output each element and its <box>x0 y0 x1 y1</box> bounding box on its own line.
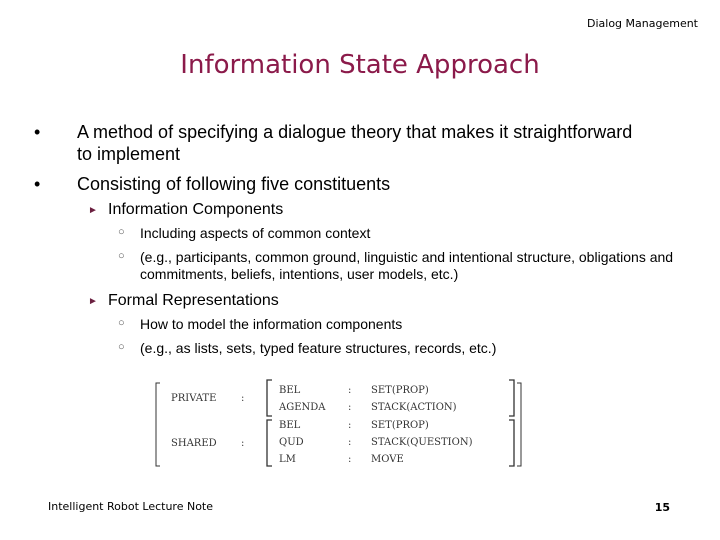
formula-colon: : <box>348 385 352 396</box>
formula-shared-label: SHARED <box>171 438 217 449</box>
bullet-1-text: A method of specifying a dialogue theory that makes it straightforward to implement <box>77 122 633 164</box>
formula-colon: : <box>348 402 352 413</box>
circle-bullet-icon: ○ <box>118 226 125 238</box>
outer-left-bracket <box>156 383 160 466</box>
formula-colon: : <box>348 420 352 431</box>
page-number: 15 <box>654 501 670 514</box>
sub-bullet-label: Formal Representations <box>108 292 279 309</box>
formula-row-key: AGENDA <box>279 402 326 413</box>
formula-row-key: LM <box>279 454 296 465</box>
formula-row-value: MOVE <box>371 454 404 465</box>
sub-sub-bullet-text: Including aspects of common context <box>140 225 371 241</box>
formula-row-value: STACK(QUESTION) <box>371 437 473 448</box>
triangle-arrow-icon: ► <box>88 205 98 216</box>
bullet-dot-icon: • <box>34 174 41 194</box>
sub-sub-bullet-text: How to model the information components <box>140 316 403 332</box>
formula-row-key: QUD <box>279 437 304 448</box>
formula-colon: : <box>241 393 245 404</box>
outer-right-bracket <box>517 383 521 466</box>
formula-row-key: BEL <box>279 385 301 396</box>
slide-title: Information State Approach <box>180 50 540 80</box>
formula-colon: : <box>241 438 245 449</box>
bullet-dot-icon: • <box>34 122 41 142</box>
sub-sub-bullet-text: (e.g., as lists, sets, typed feature structures, records, etc.) <box>140 340 497 356</box>
formula-colon: : <box>348 437 352 448</box>
shared-right-bracket <box>509 420 514 466</box>
formula-row-value: SET(PROP) <box>371 385 429 396</box>
circle-bullet-icon: ○ <box>118 250 125 262</box>
private-left-bracket <box>267 380 272 416</box>
formula-row-value: STACK(ACTION) <box>371 402 457 413</box>
sub-bullet-label: Information Components <box>108 201 284 218</box>
formula-private-label: PRIVATE <box>171 393 217 404</box>
bullet-2-text: Consisting of following five constituents <box>77 174 391 194</box>
shared-left-bracket <box>267 420 272 466</box>
circle-bullet-icon: ○ <box>118 341 125 353</box>
information-state-formula <box>155 378 525 470</box>
header-section-title: Dialog Management <box>587 17 698 30</box>
formula-colon: : <box>348 454 352 465</box>
circle-bullet-icon: ○ <box>118 317 125 329</box>
sub-sub-bullet-text: (e.g., participants, common ground, linguistic and intentional structure, obligations and commitments, beliefs, intentions, user models, etc.) <box>140 249 674 282</box>
private-right-bracket <box>509 380 514 416</box>
formula-row-value: SET(PROP) <box>371 420 429 431</box>
triangle-arrow-icon: ► <box>88 296 98 307</box>
formula-row-key: BEL <box>279 420 301 431</box>
footer-course-name: Intelligent Robot Lecture Note <box>48 500 214 513</box>
